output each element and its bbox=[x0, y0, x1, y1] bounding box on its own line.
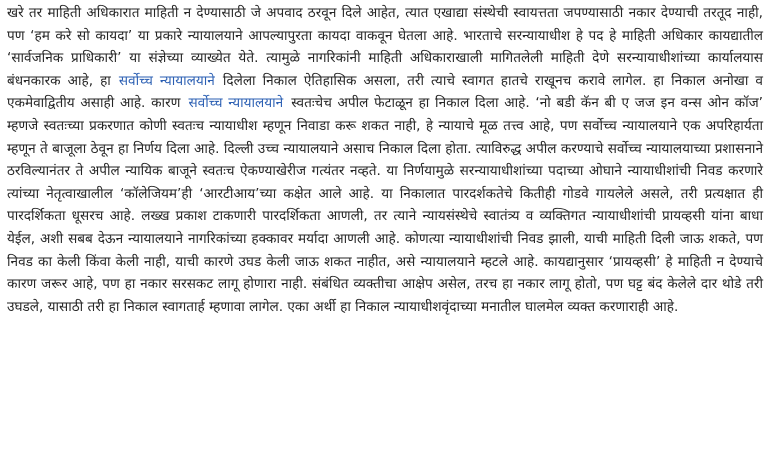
supreme-court-link-2[interactable]: सर्वोच्च न्यायालयाने bbox=[188, 95, 284, 112]
article-text-part-1: खरे तर माहिती अधिकारात माहिती न देण्यासाठी जे अपवाद ठरवून दिले आहेत, त्यात एखाद्या संस्थेची स्वायत्तता जपण्यासाठी नकार देण्याची तरतूद नाही, पण ‘हम करे सो कायदा’ या प्रकारे न्यायालयाने आपल्यापुरता कायदा वाकवून घेतला आहे. भारताचे सरन्यायाधीश हे पद हे माहिती अधिकार कायद्यातील ‘सार्वजनिक प्राधिकारी’ या संज्ञेच्या व्याख्येत येते. त्यामुळे नागरिकांनी माहिती अधिकाराखाली मागितलेली माहिती देणे सरन्यायाधीशांच्या कार्यालयास बंधनकारक आहे, हा bbox=[7, 5, 763, 89]
article-text-part-3: स्वतःचेच अपील फेटाळून हा निकाल दिला आहे. ‘नो बडी कॅन बी ए जज इन वन्स ओन कॉज’ म्हणजे स्वतःच्या प्रकरणात कोणी स्वतःच न्यायाधीश म्हणून निवाडा करू शकत नाही, हे न्यायाचे मूळ तत्त्व आहे, पण सर्वोच्च न्यायालयाने एक अपरिहार्यता म्हणून ते बाजूला ठेवून हा निर्णय दिला आहे. दिल्ली उच्च न्यायालयाने असाच निकाल दिला होता. त्याविरुद्ध अपील करण्याचे सर्वोच्च न्यायालयाच्या प्रशासनाने ठरविल्यानंतर ते अपील न्यायिक बाजूने स्वतःच ऐकण्याखेरीज गत्यंतर नव्हते. या निर्णयामुळे सरन्यायाधीशांच्या पदाच्या ओघाने न्यायाधीशांची निवड करणारे त्यांच्या नेतृत्वाखालील ‘कॉलेजियम’ही ‘आरटीआय’च्या कक्षेत आले आहे. या निकालात पारदर्शकतेचे कितीही गोडवे गायलेले असले, तरी प्रत्यक्षात ही पारदर्शिकता धूसरच आहे. लख्ख प्रकाश टाकणारी पारदर्शिकता आणली, तर त्याने न्यायसंस्थेचे स्वातंत्र्य व व्यक्तिगत न्यायाधीशांची प्रायव्हसी यांना बाधा येईल, अशी सबब देऊन न्यायालयाने नागरिकांच्या हक्कावर मर्यादा आणली आहे. कोणत्या न्यायाधीशांची निवड झाली, याची माहिती दिली जाऊ शकते, पण निवड का केली किंवा केली नाही, याची कारणे उघड केली जाऊ शकत नाहीत, असे न्यायालयाने म्हटले आहे. कायद्यानुसार ‘प्रायव्हसी’ हे माहिती न देण्याचे कारण जरूर आहे, पण हा नकार सरसकट लागू होणारा नाही. संबंधित व्यक्तीचा आक्षेप असेल, तरच हा नकार लागू होतो, पण घट्ट बंद केलेले दार थोडे तरी उघडले, यासाठी तरी हा निकाल स्वागतार्ह म्हणावा लागेल. एका अर्थी हा निकाल न्यायाधीशवृंदाच्या मनातील घालमेल व्यक्त करणाराही आहे. bbox=[7, 95, 763, 315]
article-paragraph bbox=[7, 2, 763, 318]
article-text-part-2: दिलेला निकाल ऐतिहासिक असला, तरी त्याचे स्वागत हातचे राखूनच करावे लागेल. हा निकाल अनोखा व एकमेवाद्वितीय असाही आहे. कारण bbox=[7, 72, 763, 112]
supreme-court-link-1[interactable]: सर्वोच्च न्यायालयाने bbox=[118, 72, 215, 89]
